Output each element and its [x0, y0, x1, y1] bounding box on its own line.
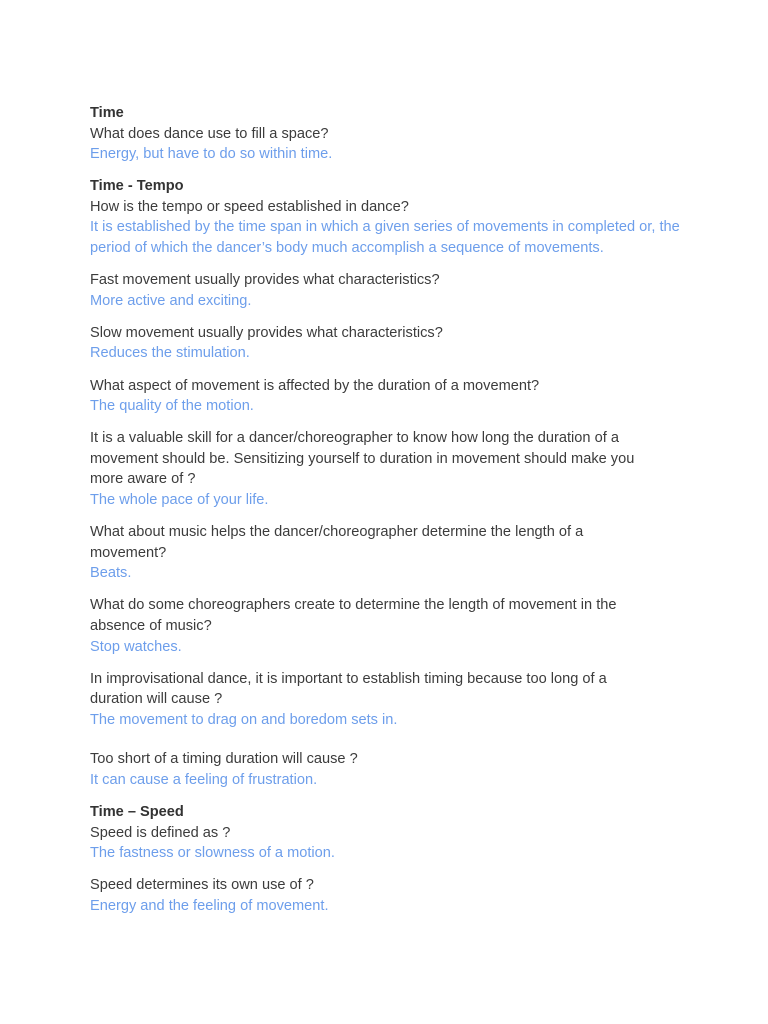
- section-time-tempo: [90, 176, 690, 258]
- question-text: Speed is defined as ?: [90, 824, 231, 841]
- section-heading: Time - Tempo: [90, 178, 184, 195]
- answer-text: Reduces the stimulation.: [90, 345, 250, 362]
- answer-text: Beats.: [90, 565, 132, 582]
- answer-text: It is established by the time span in which a given series of movements in completed or, the period of which the dancer’s body much accomplish a sequence of movements.: [90, 219, 680, 257]
- question-text: Fast movement usually provides what characteristics?: [90, 272, 440, 289]
- question-text: It is a valuable skill for a dancer/choreographer to know how long the duration of a movement should be. Sensitizing yourself to duration in movement should make you more aware of ?: [90, 430, 635, 488]
- question-text: In improvisational dance, it is important to establish timing because too long of a duration will cause ?: [90, 670, 607, 708]
- answer-text: It can cause a feeling of frustration.: [90, 772, 318, 789]
- qa-block: [90, 669, 690, 731]
- section-heading: Time: [90, 105, 124, 121]
- question-text: Slow movement usually provides what characteristics?: [90, 324, 443, 341]
- question-text: Too short of a timing duration will cause ?: [90, 751, 358, 768]
- section-time-speed: [90, 802, 690, 864]
- answer-text: Energy and the feeling of movement.: [90, 898, 329, 914]
- answer-text: More active and exciting.: [90, 292, 252, 309]
- answer-text: The whole pace of your life.: [90, 492, 269, 508]
- answer-text: The fastness or slowness of a motion.: [90, 845, 335, 862]
- qa-block: [90, 522, 690, 584]
- question-text: What do some choreographers create to determine the length of movement in the absence of music?: [90, 597, 617, 634]
- qa-block: [90, 428, 690, 510]
- qa-block: [90, 595, 690, 657]
- qa-block: [90, 323, 690, 364]
- answer-text: Stop watches.: [90, 638, 182, 655]
- answer-text: Energy, but have to do so within time.: [90, 146, 333, 163]
- answer-text: The quality of the motion.: [90, 398, 254, 415]
- answer-text: The movement to drag on and boredom sets in.: [90, 711, 398, 728]
- section-heading: Time – Speed: [90, 804, 184, 821]
- qa-block: [90, 270, 690, 311]
- question-text: What aspect of movement is affected by the duration of a movement?: [90, 377, 540, 394]
- document-page: [90, 103, 690, 928]
- qa-block: [90, 875, 690, 916]
- question-text: What about music helps the dancer/choreographer determine the length of a movement?: [90, 524, 584, 561]
- question-text: Speed determines its own use of ?: [90, 877, 314, 894]
- question-text: How is the tempo or speed established in dance?: [90, 198, 409, 215]
- section-time: [90, 103, 690, 165]
- qa-block: [90, 749, 690, 790]
- qa-block: [90, 376, 690, 417]
- question-text: What does dance use to fill a space?: [90, 125, 329, 142]
